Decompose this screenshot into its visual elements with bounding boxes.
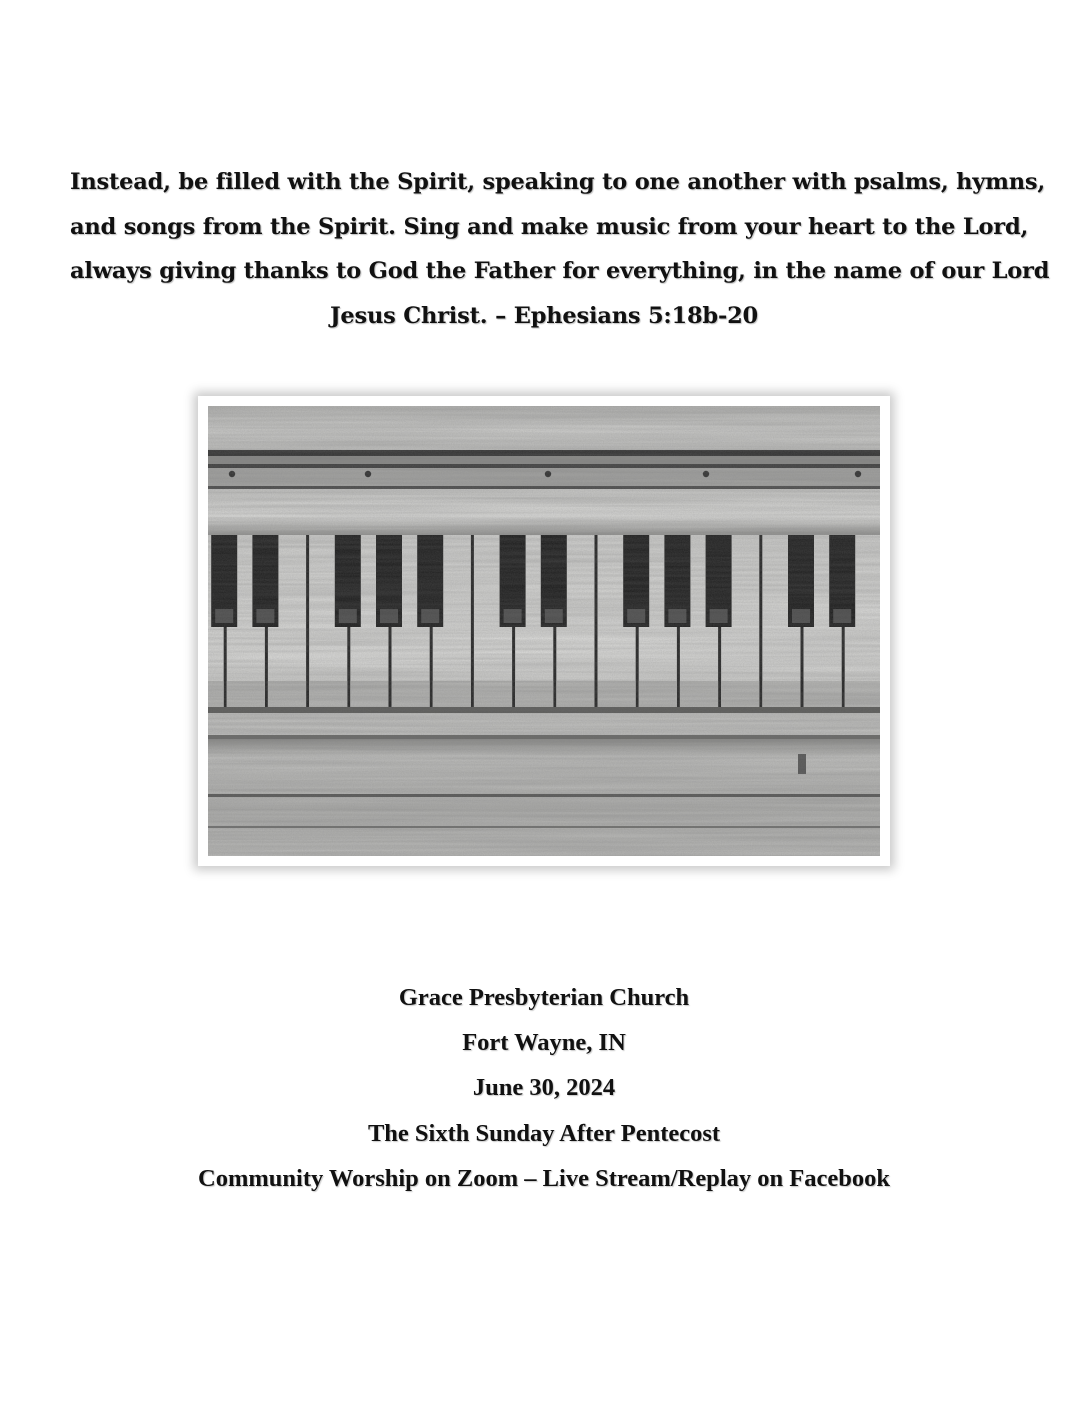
verse-line: Jesus Christ. – Ephesians 5:18b-20 bbox=[329, 302, 759, 329]
service-date: June 30, 2024 bbox=[472, 1074, 616, 1102]
verse-line: and songs from the Spirit. Sing and make music from your heart to the Lord, bbox=[70, 213, 1029, 240]
church-name: Grace Presbyterian Church bbox=[398, 984, 690, 1011]
church-location: Fort Wayne, IN bbox=[462, 1029, 626, 1057]
bulletin-footer bbox=[0, 975, 1088, 1201]
scripture-verse bbox=[70, 160, 1050, 338]
verse-line: always giving thanks to God the Father for everything, in the name of our Lord bbox=[70, 258, 1050, 284]
piano-keyboard-image bbox=[208, 406, 880, 856]
verse-line: Instead, be filled with the Spirit, speaking to one another with psalms, hymns, bbox=[70, 169, 1045, 195]
piano-photo bbox=[198, 396, 890, 866]
liturgical-occasion: The Sixth Sunday After Pentecost bbox=[367, 1119, 721, 1147]
worship-info: Community Worship on Zoom – Live Stream/Replay on Facebook bbox=[198, 1164, 890, 1192]
